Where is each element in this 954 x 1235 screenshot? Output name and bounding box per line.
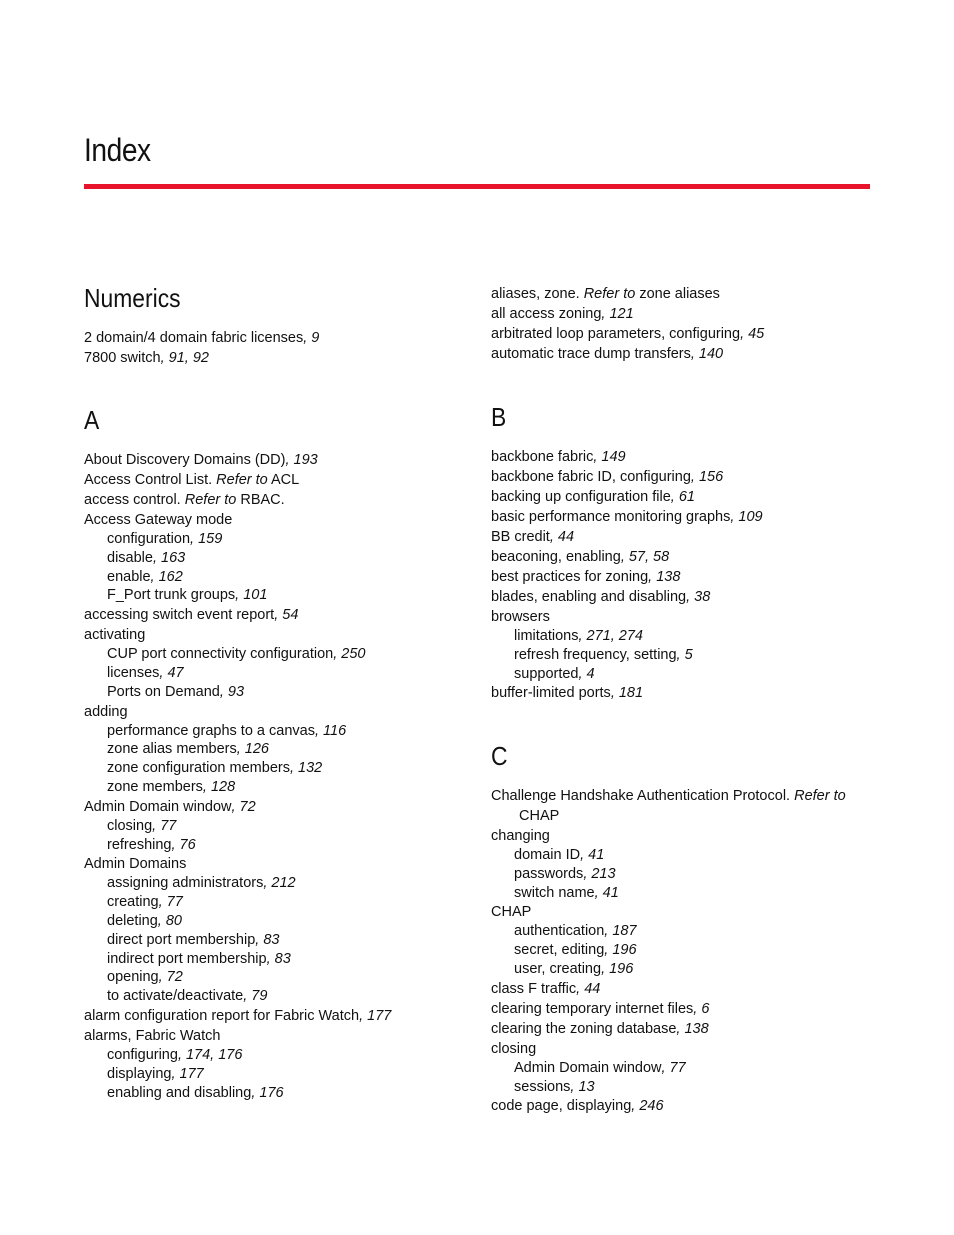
page-numbers: , 246 [631, 1098, 664, 1115]
page-numbers: , 149 [593, 449, 626, 465]
index-subentry [84, 740, 474, 759]
entry-text: activating [84, 627, 146, 644]
page-numbers: , 162 [150, 568, 183, 585]
entry-text: configuration [107, 531, 191, 547]
index-entry [491, 467, 881, 487]
index-entry [84, 854, 474, 874]
page-numbers: , 271, 274 [578, 628, 643, 644]
page-numbers: , 177 [171, 1065, 204, 1082]
entry-text: arbitrated loop parameters, configuring [491, 326, 741, 342]
index-subentry [84, 912, 474, 931]
index-entry [491, 344, 881, 364]
page-numbers: , 91, 92 [160, 350, 209, 366]
page-numbers: , 44 [576, 980, 601, 997]
b-entries [491, 447, 881, 703]
page-numbers: , 159 [190, 531, 223, 547]
entry-text: 2 domain/4 domain fabric licenses [84, 330, 304, 346]
index-subentry [84, 549, 474, 568]
index-subentry [491, 884, 881, 903]
entry-text: domain ID [514, 847, 581, 863]
page-numbers: , 109 [730, 509, 763, 525]
index-entry [491, 979, 881, 999]
page-numbers: , 138 [676, 1020, 709, 1037]
section-heading-c: C [491, 741, 508, 771]
entry-text: aliases, zone. [491, 286, 584, 302]
entry-text: creating [107, 894, 159, 911]
index-subentry [491, 922, 881, 941]
index-entry [84, 702, 474, 722]
index-subentry [84, 987, 474, 1006]
index-subentry [84, 836, 474, 855]
entry-text: authentication [514, 923, 605, 940]
page-numbers: , 116 [314, 722, 347, 739]
index-entry [491, 1039, 881, 1059]
index-entry [491, 324, 881, 344]
page-numbers: , 126 [236, 741, 269, 758]
page-numbers: , 156 [690, 469, 724, 485]
index-entry [84, 1006, 474, 1026]
index-entry [491, 826, 881, 846]
entry-text: refreshing [107, 836, 172, 853]
page-numbers: , 174, 176 [177, 1046, 243, 1063]
title-rule [84, 184, 870, 189]
index-subentry [84, 778, 474, 797]
entry-text: Access Control List. [84, 472, 217, 488]
index-subentry [491, 960, 881, 979]
see-reference: Refer to [583, 286, 636, 302]
index-entry [491, 1019, 881, 1039]
entry-text: buffer-limited ports [491, 685, 611, 702]
entry-text: assigning administrators [107, 875, 264, 892]
entry-text: enabling and disabling [107, 1084, 252, 1101]
page-numbers: , 61 [670, 489, 695, 505]
entry-text: browsers [491, 609, 550, 625]
entry-text: licenses [107, 664, 160, 681]
page-numbers: , 41 [594, 884, 619, 901]
index-subentry [84, 968, 474, 987]
index-subentry [491, 665, 881, 684]
index-subentry [84, 1084, 474, 1103]
page-numbers: , 250 [333, 646, 366, 663]
page-numbers: , 72 [231, 798, 256, 815]
a-entries [84, 450, 474, 1102]
index-subentry [84, 664, 474, 683]
page-numbers: , 196 [604, 942, 637, 959]
index-entry [491, 806, 881, 826]
index-entry [84, 490, 474, 510]
index-entry [491, 304, 881, 324]
index-subentry [84, 931, 474, 950]
page-numbers: , 128 [202, 778, 236, 795]
page-numbers: , 132 [289, 760, 323, 777]
page-numbers: , 83 [255, 931, 280, 948]
entry-text: CUP port connectivity configuration [107, 646, 334, 663]
see-reference: Refer to [216, 472, 268, 488]
entry-text: user, creating [514, 960, 602, 977]
entry-text: About Discovery Domains (DD) [84, 452, 286, 468]
page-numbers: , 5 [676, 646, 693, 663]
page-numbers: , 77 [661, 1059, 686, 1076]
page-numbers: , 47 [159, 664, 184, 681]
entry-text: backbone fabric [491, 449, 594, 465]
entry-text: blades, enabling and disabling [491, 589, 687, 605]
page-numbers: , 93 [219, 683, 245, 700]
index-entry [491, 683, 881, 703]
page-numbers: , 140 [690, 346, 724, 362]
page-numbers: , 44 [549, 529, 575, 545]
c-entries [491, 786, 881, 1116]
index-subentry [491, 646, 881, 665]
entry-text: performance graphs to a canvas [107, 722, 315, 739]
index-subentry [84, 1065, 474, 1084]
index-subentry [84, 817, 474, 836]
index-entry [491, 507, 881, 527]
page-numbers: , 57, 58 [620, 549, 670, 565]
index-subentry [491, 627, 881, 646]
page-numbers: , 4 [578, 665, 595, 682]
page-numbers: , 101 [235, 587, 268, 604]
page-numbers: , 41 [580, 847, 605, 863]
reference-target: RBAC. [236, 492, 285, 508]
entry-text: deleting [107, 912, 158, 929]
index-subentry [84, 683, 474, 702]
reference-target: zone aliases [635, 286, 720, 302]
index-subentry [84, 759, 474, 778]
index-subentry [84, 530, 474, 549]
entry-text: access control. [84, 492, 185, 508]
entry-text: Admin Domain window [84, 798, 232, 815]
page-title: Index [84, 132, 151, 168]
page-numbers: , 196 [601, 960, 634, 977]
see-reference: Refer to [794, 788, 846, 804]
entry-text: 7800 switch [84, 350, 161, 366]
page-numbers: , 45 [740, 326, 765, 342]
page-numbers: , 80 [157, 912, 182, 929]
entry-text: backing up configuration file [491, 489, 671, 505]
index-entry [491, 447, 881, 467]
entry-text: backbone fabric ID, configuring [491, 469, 691, 485]
numerics-entries [84, 328, 474, 368]
entry-text: supported [514, 665, 579, 682]
entry-text: best practices for zoning [491, 569, 649, 585]
entry-text: Admin Domains [84, 856, 187, 873]
index-entry [491, 607, 881, 627]
entry-text: to activate/deactivate [107, 988, 244, 1005]
entry-text: F_Port trunk groups [107, 587, 236, 604]
index-entry [491, 487, 881, 507]
page-numbers: , 138 [648, 569, 681, 585]
page-numbers: , 163 [152, 549, 186, 566]
index-entry [84, 348, 474, 368]
index-entry [84, 797, 474, 817]
entry-text: Challenge Handshake Authentication Protocol. [491, 788, 795, 804]
index-entry [84, 605, 474, 625]
section-heading-numerics: Numerics [84, 283, 181, 313]
index-entry [491, 527, 881, 547]
entry-text: disable [107, 549, 153, 566]
page-numbers: , 9 [303, 330, 320, 346]
page-numbers: , 77 [152, 817, 177, 834]
entry-text: closing [491, 1040, 537, 1057]
page-numbers: , 121 [601, 306, 634, 322]
index-subentry [491, 1059, 881, 1078]
entry-text: code page, displaying [491, 1098, 632, 1115]
page-numbers: , 176 [251, 1084, 284, 1101]
page-numbers: , 212 [263, 875, 296, 892]
index-subentry [84, 568, 474, 587]
entry-text: indirect port membership [107, 950, 267, 967]
entry-text: clearing temporary internet files [491, 1000, 694, 1017]
entry-text: Admin Domain window [514, 1059, 662, 1076]
page-numbers: , 54 [274, 607, 299, 624]
entry-text: class F traffic [491, 980, 577, 997]
entry-text: enable [107, 568, 151, 585]
entry-text: secret, editing [514, 942, 605, 959]
section-heading-b: B [491, 402, 507, 432]
index-subentry [84, 1046, 474, 1065]
entry-text: accessing switch event report [84, 607, 275, 624]
page-numbers: , 213 [583, 865, 616, 882]
index-entry [491, 567, 881, 587]
entry-text: limitations [514, 628, 579, 644]
entry-text: CHAP [519, 808, 560, 824]
index-subentry [84, 722, 474, 741]
entry-text: configuring [107, 1046, 178, 1063]
entry-text: Ports on Demand [107, 683, 220, 700]
index-entry [491, 786, 881, 806]
index-subentry [491, 846, 881, 865]
entry-text: refresh frequency, setting [514, 646, 677, 663]
page-numbers: , 187 [604, 923, 637, 940]
index-entry [491, 547, 881, 567]
page-numbers: , 177 [359, 1007, 392, 1024]
entry-text: displaying [107, 1065, 172, 1082]
entry-text: CHAP [491, 904, 532, 921]
page-numbers: , 79 [243, 988, 268, 1005]
reference-target: ACL [267, 472, 300, 488]
index-entry [491, 587, 881, 607]
index-entry [491, 902, 881, 922]
page-numbers: , 77 [158, 894, 183, 911]
entry-text: BB credit [491, 529, 550, 545]
index-entry [84, 1026, 474, 1046]
index-entry [84, 470, 474, 490]
index-entry [84, 450, 474, 470]
entry-text: switch name [514, 884, 595, 901]
index-subentry [491, 941, 881, 960]
entry-text: adding [84, 703, 128, 720]
index-subentry [84, 950, 474, 969]
entry-text: passwords [514, 865, 584, 882]
entry-text: zone configuration members [107, 760, 290, 777]
section-heading-a: A [84, 405, 100, 435]
index-subentry [84, 586, 474, 605]
entry-text: zone members [107, 778, 203, 795]
continued-a-entries [491, 284, 881, 364]
index-subentry [84, 645, 474, 664]
index-subentry [84, 874, 474, 893]
index-entry [84, 328, 474, 348]
entry-text: clearing the zoning database [491, 1020, 677, 1037]
page-numbers: , 181 [610, 685, 644, 702]
entry-text: zone alias members [107, 741, 237, 758]
entry-text: opening [107, 969, 159, 986]
entry-text: Access Gateway mode [84, 512, 233, 528]
see-reference: Refer to [184, 492, 237, 508]
entry-text: sessions [514, 1078, 571, 1095]
page-numbers: , 72 [158, 969, 183, 986]
entry-text: alarm configuration report for Fabric Watch [84, 1007, 360, 1024]
page-numbers: , 193 [285, 452, 318, 468]
entry-text: changing [491, 828, 550, 844]
index-subentry [491, 865, 881, 884]
page-numbers: , 38 [686, 589, 711, 605]
entry-text: direct port membership [107, 931, 256, 948]
index-subentry [491, 1078, 881, 1097]
page-numbers: , 76 [171, 836, 196, 853]
entry-text: alarms, Fabric Watch [84, 1027, 221, 1044]
page-numbers: , 6 [693, 1000, 710, 1017]
entry-text: automatic trace dump transfers [491, 346, 691, 362]
entry-text: closing [107, 817, 153, 834]
index-entry [491, 1096, 881, 1116]
entry-text: basic performance monitoring graphs [491, 509, 731, 525]
index-entry [491, 999, 881, 1019]
page-numbers: , 83 [266, 950, 291, 967]
index-subentry [84, 893, 474, 912]
index-entry [491, 284, 881, 304]
page-numbers: , 13 [570, 1078, 595, 1095]
index-entry [84, 625, 474, 645]
entry-text: all access zoning [491, 306, 602, 322]
entry-text: beaconing, enabling [491, 549, 621, 565]
index-entry [84, 510, 474, 530]
